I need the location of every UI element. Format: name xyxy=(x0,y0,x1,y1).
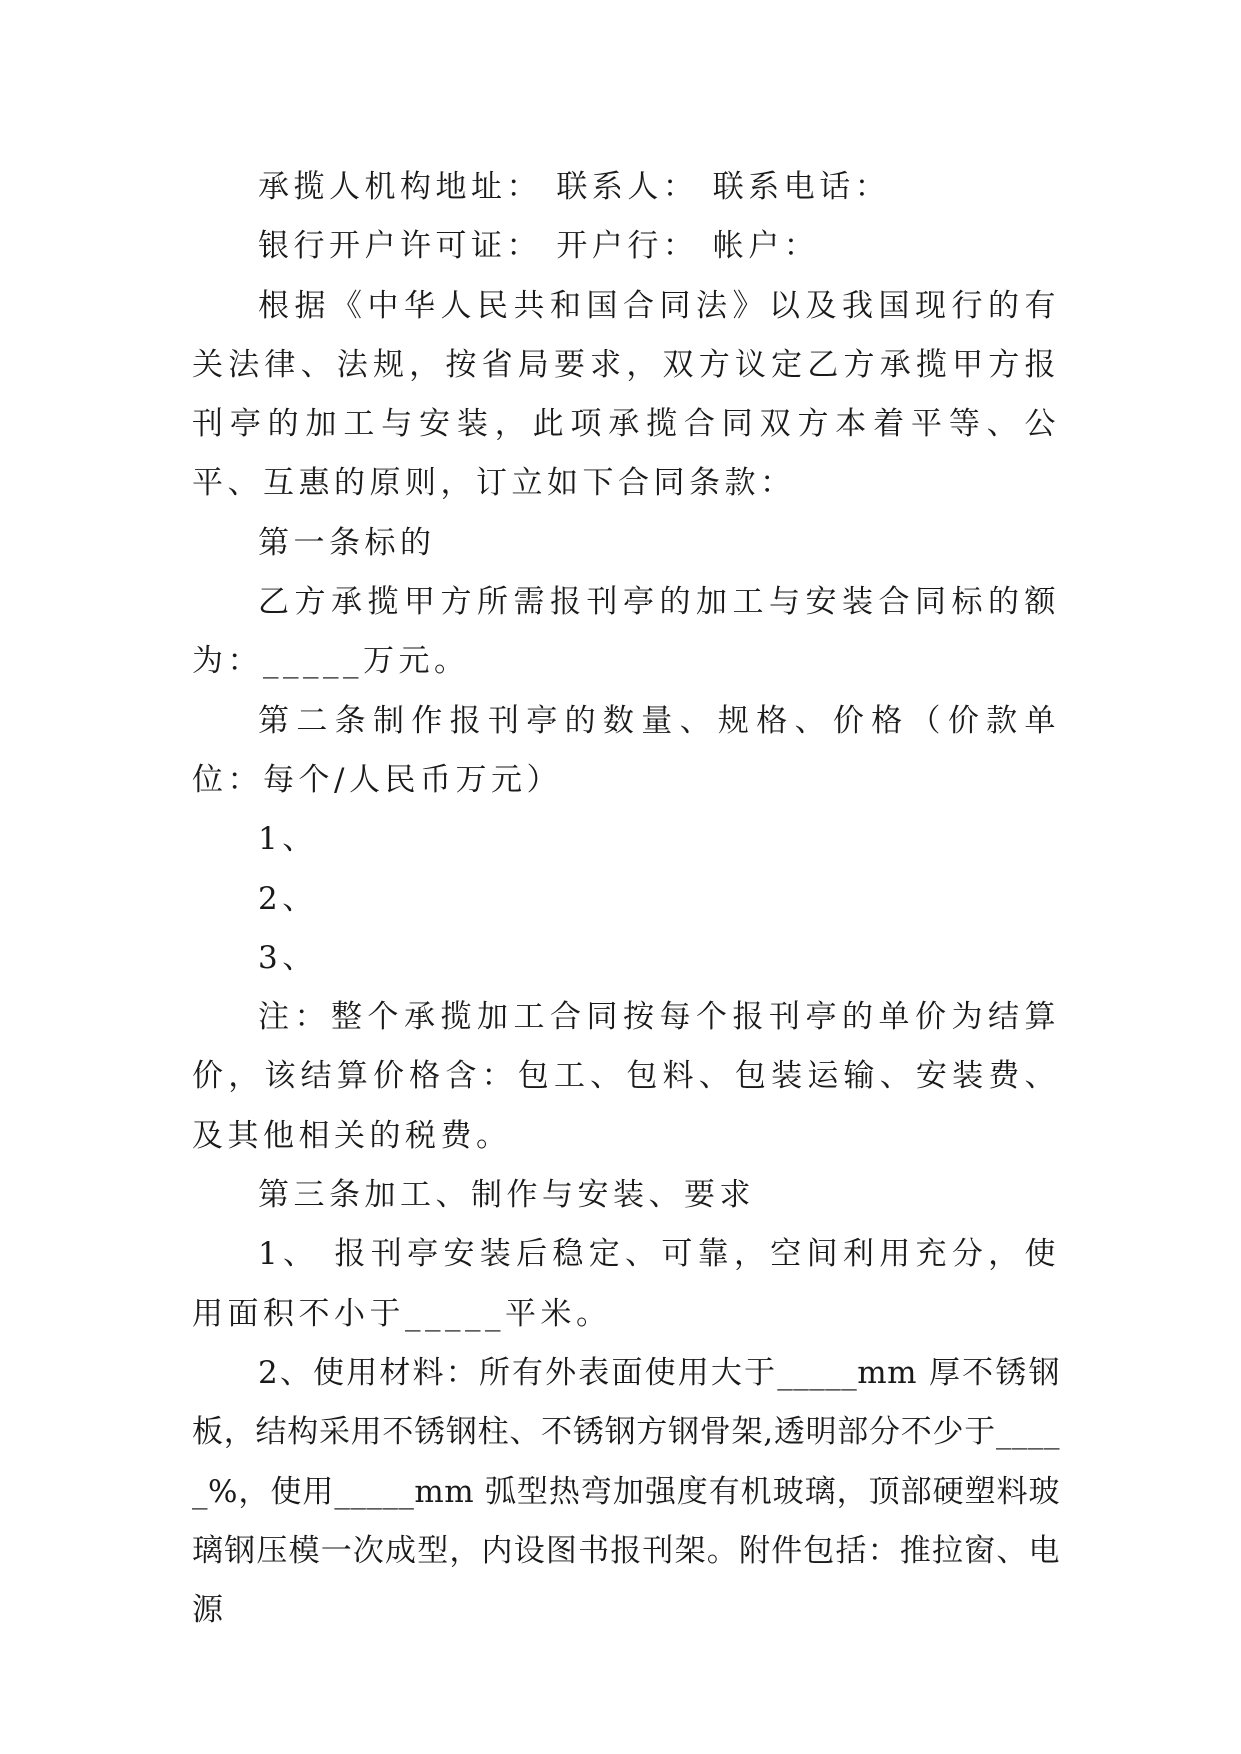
contract-body xyxy=(192,158,1060,1640)
contractor-address-line: 承揽人机构地址： 联系人： 联系电话： xyxy=(258,169,891,205)
article-3-item-2: 2、使用材料：所有外表面使用大于_____mm 厚不锈钢板，结构采用不锈钢柱、不锈钢方钢骨架,透明部分不少于_____%，使用_____mm 弧型热弯加强度有机玻璃，顶部硬塑料玻璃钢压模一次成型，内设图书报刊架。附件包括：推拉窗、电源 xyxy=(192,1354,1060,1629)
article-1-heading: 第一条标的 xyxy=(258,524,436,561)
article-2-note: 注：整个承揽加工合同按每个报刊亭的单价为结算价，该结算价格含：包工、包料、包装运输、安装费、及其他相关的税费。 xyxy=(192,999,1060,1154)
article-3-item-1: 1、 报刊亭安装后稳定、可靠，空间利用充分，使用面积不小于_____平米。 xyxy=(192,1236,1060,1332)
article-2-heading: 第二条制作报刊亭的数量、规格、价格（价款单位：每个/人民币万元） xyxy=(192,702,1060,798)
bank-license-line: 银行开户许可证： 开户行： 帐户： xyxy=(258,228,820,265)
article-2-item-2: 2、 xyxy=(258,880,318,917)
article-2-item-1: 1、 xyxy=(258,821,318,858)
preamble-paragraph: 根据《中华人民共和国合同法》以及我国现行的有关法律、法规，按省局要求，双方议定乙方承揽甲方报刊亭的加工与安装，此项承揽合同双方本着平等、公平、互惠的原则，订立如下合同条款： xyxy=(192,287,1060,502)
article-3-heading: 第三条加工、制作与安装、要求 xyxy=(258,1177,755,1214)
article-2-item-3: 3、 xyxy=(258,939,318,976)
article-1-body: 乙方承揽甲方所需报刊亭的加工与安装合同标的额为：_____万元。 xyxy=(192,584,1060,680)
